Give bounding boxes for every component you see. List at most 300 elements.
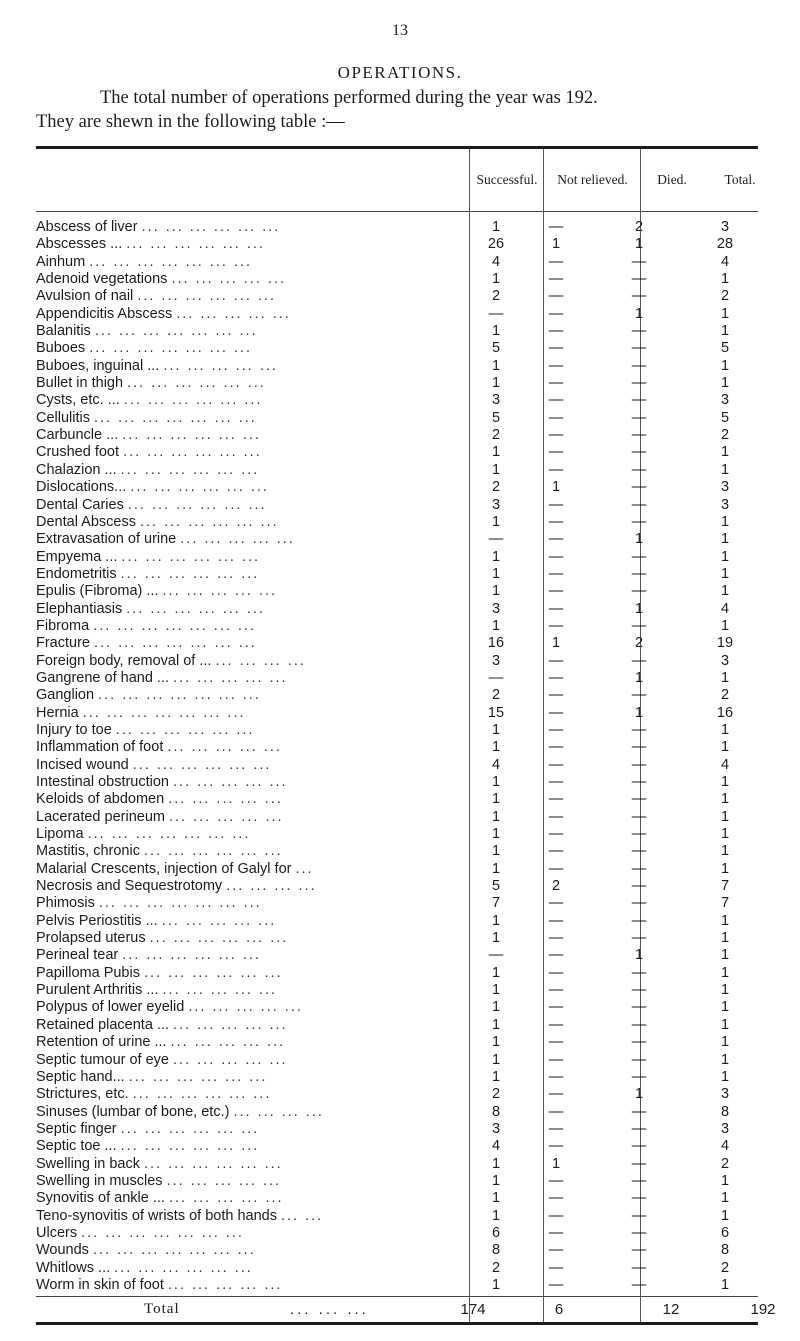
row-label — [36, 1173, 471, 1190]
table-row — [36, 271, 758, 288]
cell-not-relieved: — — [548, 531, 564, 548]
table-row — [36, 1242, 758, 1259]
table-body — [36, 219, 758, 1294]
cell-total: 1 — [720, 461, 730, 478]
cell-died: — — [631, 583, 647, 600]
operation-name: Bullet in thigh — [36, 375, 124, 392]
cell-not-relieved: — — [548, 1016, 564, 1033]
dot-leader: ... ... ... ... ... — [173, 1051, 288, 1068]
cell-not-relieved: — — [548, 999, 564, 1016]
cell-successful: 2 — [491, 288, 501, 305]
operation-name: Buboes — [36, 340, 86, 357]
operation-name: Crushed foot — [36, 444, 120, 461]
row-label — [36, 635, 471, 652]
row-label — [36, 392, 471, 409]
dot-leader: ... ... ... ... ... — [168, 791, 283, 808]
cell-successful: 2 — [491, 479, 501, 496]
table-row — [36, 635, 758, 652]
operation-name: Appendicitis Abscess — [36, 305, 173, 322]
dot-leader: ... ... ... ... ... ... — [128, 1068, 268, 1085]
dot-leader: ... ... ... ... ... — [163, 357, 278, 374]
cell-died: — — [631, 1242, 647, 1259]
cell-not-relieved: — — [548, 1051, 564, 1068]
cell-successful: 1 — [491, 357, 501, 374]
dot-leader: ... ... — [281, 1207, 324, 1224]
cell-died: — — [631, 1120, 647, 1137]
row-label — [36, 531, 471, 548]
cell-successful: 2 — [491, 427, 501, 444]
total-leader: ... ... ... — [290, 1301, 369, 1318]
operation-name: Chalazion ... — [36, 461, 117, 478]
cell-not-relieved: — — [548, 375, 564, 392]
row-label — [36, 1156, 471, 1173]
operation-name: Worm in skin of foot — [36, 1276, 164, 1293]
table-row — [36, 1225, 758, 1242]
column-header-died: Died. — [657, 172, 687, 187]
table-row — [36, 479, 758, 496]
cell-total: 1 — [720, 860, 730, 877]
operation-name: Swelling in muscles — [36, 1172, 163, 1189]
row-label — [36, 895, 471, 912]
cell-successful: 1 — [491, 982, 501, 999]
operation-name: Teno-synovitis of wrists of both hands — [36, 1207, 277, 1224]
cell-died: — — [631, 409, 647, 426]
table-row — [36, 1190, 758, 1207]
dot-leader: ... ... ... ... ... — [161, 912, 277, 929]
operation-name: Ganglion — [36, 687, 95, 704]
operation-name: Epulis (Fibroma) ... — [36, 583, 159, 600]
operation-name: Mastitis, chronic — [36, 843, 140, 860]
table-row — [36, 826, 758, 843]
cell-total: 1 — [720, 565, 730, 582]
cell-total: 1 — [720, 1172, 730, 1189]
table-row — [36, 462, 758, 479]
cell-total: 3 — [720, 496, 730, 513]
dot-leader: ... ... ... ... ... — [173, 1016, 288, 1033]
operation-name: Papilloma Pubis — [36, 964, 140, 981]
row-label — [36, 566, 471, 583]
table-row — [36, 757, 758, 774]
cell-successful: 1 — [491, 444, 501, 461]
row-label — [36, 323, 471, 340]
cell-not-relieved: — — [548, 461, 564, 478]
cell-total: 1 — [720, 982, 730, 999]
cell-total: 1 — [720, 826, 730, 843]
table-row — [36, 843, 758, 860]
dot-leader: ... ... ... ... ... ... — [144, 1155, 283, 1172]
cell-died: — — [631, 1276, 647, 1293]
cell-total: 3 — [720, 1120, 730, 1137]
cell-not-relieved: — — [548, 930, 564, 947]
table-row — [36, 1017, 758, 1034]
cell-died: — — [631, 930, 647, 947]
row-label — [36, 583, 471, 600]
dot-leader: ... ... ... ... ... ... — [120, 461, 260, 478]
cell-not-relieved: — — [548, 756, 564, 773]
operation-name: Dental Caries — [36, 496, 124, 513]
operation-name: Keloids of abdomen — [36, 791, 165, 808]
cell-successful: 3 — [491, 496, 501, 513]
cell-successful: 1 — [491, 461, 501, 478]
row-label — [36, 757, 471, 774]
operation-name: Pelvis Periostitis ... — [36, 912, 158, 929]
row-label — [36, 930, 471, 947]
table-row — [36, 219, 758, 236]
table-row — [36, 618, 758, 635]
cell-died: 2 — [634, 635, 644, 652]
cell-total: 3 — [720, 1086, 730, 1103]
row-label — [36, 358, 471, 375]
cell-total: 1 — [720, 912, 730, 929]
cell-total: 3 — [720, 219, 730, 235]
dot-leader: ... ... ... ... ... ... ... — [98, 895, 262, 912]
row-label — [36, 427, 471, 444]
cell-successful: 8 — [491, 1103, 501, 1120]
row-label — [36, 254, 471, 271]
dot-leader: ... ... ... ... ... ... — [115, 721, 255, 738]
operation-name: Carbuncle ... — [36, 427, 119, 444]
cell-not-relieved: — — [548, 357, 564, 374]
cell-not-relieved: — — [548, 496, 564, 513]
total-total: 192 — [750, 1301, 776, 1318]
page-title: OPERATIONS. — [337, 63, 463, 82]
cell-not-relieved: — — [548, 219, 564, 235]
cell-total: 1 — [720, 721, 730, 738]
cell-not-relieved: — — [548, 271, 564, 288]
cell-died: — — [631, 739, 647, 756]
operation-name: Septic tumour of eye — [36, 1051, 169, 1068]
cell-total: 8 — [720, 1242, 730, 1259]
cell-died: — — [631, 427, 647, 444]
cell-successful: 1 — [491, 219, 501, 235]
cell-died: — — [631, 652, 647, 669]
row-label — [36, 965, 471, 982]
row-label — [36, 271, 471, 288]
row-label — [36, 1017, 471, 1034]
cell-successful: 1 — [491, 617, 501, 634]
operation-name: Perineal tear — [36, 947, 119, 964]
dot-leader: ... — [295, 860, 314, 877]
cell-successful: 1 — [491, 843, 501, 860]
cell-died: — — [631, 1016, 647, 1033]
cell-not-relieved: 2 — [551, 878, 561, 895]
cell-died: — — [631, 1190, 647, 1207]
operation-name: Foreign body, removal of ... — [36, 652, 212, 669]
cell-total: 1 — [720, 323, 730, 340]
cell-died: — — [631, 340, 647, 357]
table-row — [36, 947, 758, 964]
table-row — [36, 427, 758, 444]
cell-not-relieved: — — [548, 323, 564, 340]
cell-died: 1 — [634, 236, 644, 253]
operation-name: Malarial Crescents, injection of Galyl for — [36, 860, 292, 877]
cell-died: — — [631, 323, 647, 340]
cell-not-relieved: 1 — [551, 236, 561, 253]
cell-not-relieved: — — [548, 982, 564, 999]
cell-successful: 5 — [491, 340, 501, 357]
cell-died: 1 — [634, 1086, 644, 1103]
table-row — [36, 895, 758, 912]
table-row — [36, 497, 758, 514]
dot-leader: ... ... ... ... ... — [167, 1276, 283, 1293]
dot-leader: ... ... ... ... ... — [171, 271, 286, 288]
row-label — [36, 878, 471, 895]
row-label — [36, 999, 471, 1016]
row-label — [36, 306, 471, 323]
dot-leader: ... ... ... ... ... ... — [120, 1120, 260, 1137]
dot-leader: ... ... ... ... ... ... — [137, 288, 276, 305]
operation-name: Abscesses ... — [36, 236, 123, 253]
table-row — [36, 809, 758, 826]
operation-name: Retention of urine ... — [36, 1034, 167, 1051]
row-label — [36, 1104, 471, 1121]
cell-successful: 1 — [491, 1190, 501, 1207]
dot-leader: ... ... ... ... ... ... ... — [94, 409, 257, 426]
cell-successful: 1 — [491, 860, 501, 877]
table-row — [36, 1121, 758, 1138]
cell-successful: 1 — [491, 912, 501, 929]
operation-name: Ainhum — [36, 253, 86, 270]
dot-leader: ... ... ... ... ... ... — [126, 236, 265, 253]
cell-total: 2 — [720, 687, 730, 704]
table-row — [36, 236, 758, 253]
cell-total: 1 — [720, 739, 730, 756]
cell-not-relieved: — — [548, 895, 564, 912]
cell-successful: 1 — [491, 808, 501, 825]
operation-name: Abscess of liver — [36, 219, 138, 235]
table-row — [36, 1086, 758, 1103]
cell-not-relieved: — — [548, 253, 564, 270]
cell-not-relieved: — — [548, 340, 564, 357]
dot-leader: ... ... ... ... ... ... — [122, 427, 261, 444]
cell-died: — — [631, 1155, 647, 1172]
row-label — [36, 1208, 471, 1225]
table-row — [36, 861, 758, 878]
cell-died: — — [631, 774, 647, 790]
row-label — [36, 410, 471, 427]
row-label — [36, 861, 471, 878]
cell-total: 1 — [720, 444, 730, 461]
table-row — [36, 965, 758, 982]
cell-died: — — [631, 912, 647, 929]
cell-not-relieved: — — [548, 1103, 564, 1120]
cell-successful: — — [488, 305, 504, 322]
dot-leader: ... ... ... ... ... ... ... — [94, 635, 257, 652]
column-header-successful: Successful. — [476, 172, 538, 187]
cell-total: 1 — [720, 305, 730, 322]
operation-name: Dislocations... — [36, 479, 127, 496]
row-label — [36, 444, 471, 461]
dot-leader: ... ... ... ... ... ... — [144, 964, 283, 981]
row-label — [36, 1260, 471, 1277]
cell-total: 2 — [720, 1155, 730, 1172]
row-label — [36, 618, 471, 635]
cell-successful: 7 — [491, 895, 501, 912]
table-row — [36, 444, 758, 461]
cell-died: — — [631, 756, 647, 773]
row-label — [36, 1138, 471, 1155]
row-label — [36, 843, 471, 860]
dot-leader: ... ... ... ... ... ... ... — [93, 617, 256, 634]
dot-leader: ... ... ... ... ... ... ... — [89, 253, 252, 270]
cell-not-relieved: — — [548, 548, 564, 565]
cell-not-relieved: — — [548, 912, 564, 929]
cell-died: — — [631, 1138, 647, 1155]
row-label — [36, 340, 471, 357]
cell-total: 1 — [720, 1207, 730, 1224]
cell-not-relieved: — — [548, 305, 564, 322]
cell-successful: 1 — [491, 774, 501, 790]
row-label — [36, 1190, 471, 1207]
cell-died: — — [631, 271, 647, 288]
cell-successful: 1 — [491, 791, 501, 808]
cell-died: — — [631, 513, 647, 530]
cell-total: 6 — [720, 1224, 730, 1241]
column-header-not-relieved: Not relieved. — [557, 172, 628, 187]
table-row — [36, 913, 758, 930]
dot-leader: ... ... ... ... ... ... — [120, 1138, 260, 1155]
cell-total: 19 — [716, 635, 734, 652]
row-label — [36, 514, 471, 531]
cell-successful: 1 — [491, 1016, 501, 1033]
dot-leader: ... ... ... ... — [226, 878, 317, 895]
operation-name: Extravasation of urine — [36, 531, 177, 548]
cell-successful: 1 — [491, 930, 501, 947]
table-row — [36, 999, 758, 1016]
cell-total: 1 — [720, 1068, 730, 1085]
table-row — [36, 306, 758, 323]
table-row — [36, 878, 758, 895]
operation-name: Septic finger — [36, 1120, 117, 1137]
operation-name: Intestinal obstruction — [36, 774, 169, 790]
cell-died: — — [631, 687, 647, 704]
dot-leader: ... ... ... ... ... ... ... — [89, 340, 252, 357]
dot-leader: ... ... ... ... ... — [162, 583, 278, 600]
cell-died: — — [631, 253, 647, 270]
cell-successful: 1 — [491, 1276, 501, 1293]
row-label — [36, 653, 471, 670]
cell-total: 1 — [720, 617, 730, 634]
cell-successful: 1 — [491, 375, 501, 392]
cell-died: — — [631, 496, 647, 513]
cell-successful: 1 — [491, 826, 501, 843]
cell-died: — — [631, 878, 647, 895]
table-row — [36, 340, 758, 357]
dot-leader: ... ... ... ... ... ... — [139, 513, 279, 530]
cell-not-relieved: — — [548, 1138, 564, 1155]
cell-total: 1 — [720, 357, 730, 374]
cell-successful: 5 — [491, 878, 501, 895]
total-label: Total — [144, 1301, 180, 1317]
cell-successful: 3 — [491, 1120, 501, 1137]
cell-not-relieved: — — [548, 791, 564, 808]
table-total-rule — [36, 1296, 758, 1297]
cell-not-relieved: — — [548, 774, 564, 790]
cell-died: — — [631, 1051, 647, 1068]
cell-successful: 4 — [491, 756, 501, 773]
row-label — [36, 791, 471, 808]
cell-total: 28 — [716, 236, 734, 253]
cell-not-relieved: — — [548, 860, 564, 877]
cell-died: 2 — [634, 219, 644, 235]
cell-not-relieved: — — [548, 721, 564, 738]
cell-died: — — [631, 1224, 647, 1241]
dot-leader: ... ... ... ... ... ... — [123, 444, 262, 461]
cell-not-relieved: — — [548, 444, 564, 461]
row-label — [36, 722, 471, 739]
cell-total: 1 — [720, 1276, 730, 1293]
cell-successful: 1 — [491, 1068, 501, 1085]
cell-total: 4 — [720, 253, 730, 270]
cell-successful: 2 — [491, 1086, 501, 1103]
cell-not-relieved: 1 — [551, 479, 561, 496]
cell-total: 3 — [720, 392, 730, 409]
dot-leader: ... ... ... ... ... — [180, 531, 295, 548]
cell-died: — — [631, 721, 647, 738]
row-label — [36, 670, 471, 687]
operation-name: Synovitis of ankle ... — [36, 1190, 165, 1207]
operation-name: Sinuses (lumbar of bone, etc.) — [36, 1103, 230, 1120]
cell-total: 4 — [720, 600, 730, 617]
table-total-row — [36, 1301, 776, 1319]
operation-name: Hernia — [36, 704, 79, 721]
operation-name: Balanitis — [36, 323, 91, 340]
table-row — [36, 1104, 758, 1121]
cell-successful: 1 — [491, 1172, 501, 1189]
cell-not-relieved: — — [548, 1242, 564, 1259]
cell-died: — — [631, 843, 647, 860]
cell-total: 1 — [720, 1190, 730, 1207]
row-label — [36, 947, 471, 964]
cell-successful: 3 — [491, 392, 501, 409]
cell-not-relieved: — — [548, 600, 564, 617]
cell-total: 1 — [720, 513, 730, 530]
table-row — [36, 1208, 758, 1225]
cell-total: 8 — [720, 1103, 730, 1120]
cell-died: 1 — [634, 600, 644, 617]
row-label — [36, 219, 471, 236]
intro-text-line-1: The total number of operations performed during the year was 192. — [100, 88, 598, 108]
cell-died: — — [631, 826, 647, 843]
row-label — [36, 462, 471, 479]
cell-died: — — [631, 479, 647, 496]
cell-total: 1 — [720, 375, 730, 392]
operation-name: Whitlows ... — [36, 1259, 111, 1276]
cell-total: 5 — [720, 409, 730, 426]
cell-died: — — [631, 461, 647, 478]
row-label — [36, 288, 471, 305]
cell-died: — — [631, 288, 647, 305]
operation-name: Dental Abscess — [36, 513, 136, 530]
column-header-total: Total. — [724, 172, 756, 187]
dot-leader: ... ... ... ... ... ... — [127, 375, 266, 392]
table-row — [36, 982, 758, 999]
cell-died: 1 — [634, 704, 644, 721]
cell-died: — — [631, 999, 647, 1016]
dot-leader: ... ... ... ... — [233, 1103, 324, 1120]
cell-total: 3 — [720, 652, 730, 669]
table-row — [36, 323, 758, 340]
operation-name: Buboes, inguinal ... — [36, 357, 160, 374]
cell-not-relieved: — — [548, 687, 564, 704]
table-bottom-rule — [36, 1322, 758, 1325]
row-label — [36, 913, 471, 930]
cell-successful: 4 — [491, 1138, 501, 1155]
cell-total: 7 — [720, 878, 730, 895]
operation-name: Adenoid vegetations — [36, 271, 168, 288]
table-row — [36, 1260, 758, 1277]
operation-name: Injury to toe — [36, 721, 112, 738]
